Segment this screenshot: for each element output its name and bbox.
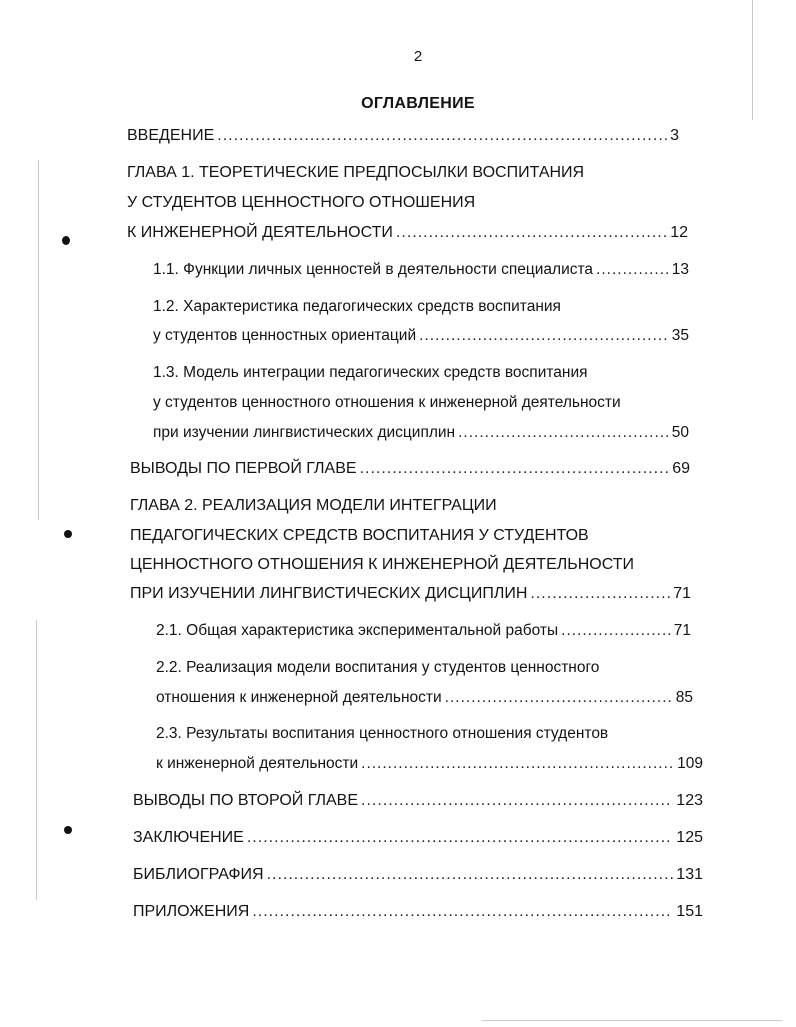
dot-leader xyxy=(360,459,670,479)
toc-entry-chapter2-conclusions[interactable] xyxy=(133,791,703,811)
chapter2-title-line1[interactable]: ГЛАВА 2. РЕАЛИЗАЦИЯ МОДЕЛИ ИНТЕГРАЦИИ xyxy=(130,497,497,514)
chapter2-title-line2[interactable]: ПЕДАГОГИЧЕСКИХ СРЕДСТВ ВОСПИТАНИЯ У СТУДЕНТОВ xyxy=(130,527,589,544)
entry-label: 2.1. Общая характеристика экспериментальной работы xyxy=(156,622,559,639)
section-2-3-line1[interactable]: 2.3. Результаты воспитания ценностного отношения студентов xyxy=(156,725,609,742)
entry-page: 69 xyxy=(672,460,690,477)
scan-edge-line xyxy=(482,1020,782,1021)
entry-label: ВВЕДЕНИЕ xyxy=(127,127,215,144)
scan-edge-line xyxy=(752,0,753,120)
entry-page: 3 xyxy=(670,127,679,144)
dot-leader xyxy=(419,326,669,346)
toc-entry-chapter2[interactable] xyxy=(130,584,691,604)
entry-page: 125 xyxy=(676,829,703,846)
dot-leader xyxy=(267,865,674,885)
dot-leader xyxy=(247,828,673,848)
dot-leader xyxy=(361,754,674,774)
entry-label: отношения к инженерной деятельности xyxy=(156,689,442,706)
page-number: 2 xyxy=(413,48,423,65)
entry-label: ЗАКЛЮЧЕНИЕ xyxy=(133,829,244,846)
entry-page: 131 xyxy=(676,866,703,883)
entry-label: к инженерной деятельности xyxy=(156,755,359,772)
toc-entry-section-1-1[interactable] xyxy=(153,260,689,280)
dot-leader xyxy=(458,423,669,443)
entry-page: 85 xyxy=(675,689,693,706)
entry-page: 71 xyxy=(673,622,691,639)
scan-edge-line xyxy=(38,160,39,520)
entry-label: К ИНЖЕНЕРНОЙ ДЕЯТЕЛЬНОСТИ xyxy=(127,224,393,241)
toc-entry-bibliography[interactable] xyxy=(133,865,703,885)
entry-page: 71 xyxy=(673,585,691,602)
dot-leader xyxy=(596,260,669,280)
entry-page: 109 xyxy=(677,755,703,772)
binding-hole-mark xyxy=(64,530,72,538)
entry-label: ПРИЛОЖЕНИЯ xyxy=(133,903,250,920)
dot-leader xyxy=(530,584,670,604)
section-1-2-line1[interactable]: 1.2. Характеристика педагогических средств воспитания xyxy=(153,298,561,315)
dot-leader xyxy=(561,621,671,641)
entry-label: ПРИ ИЗУЧЕНИИ ЛИНГВИСТИЧЕСКИХ ДИСЦИПЛИН xyxy=(130,585,528,602)
toc-entry-section-2-1[interactable] xyxy=(156,621,691,641)
toc-entry-appendices[interactable] xyxy=(133,902,703,922)
entry-page: 50 xyxy=(671,424,689,441)
entry-label: ВЫВОДЫ ПО ПЕРВОЙ ГЛАВЕ xyxy=(130,460,357,477)
entry-label: ВЫВОДЫ ПО ВТОРОЙ ГЛАВЕ xyxy=(133,792,358,809)
dot-leader xyxy=(361,791,673,811)
scan-edge-line xyxy=(36,620,37,900)
toc-entry-section-1-2[interactable] xyxy=(153,326,689,346)
entry-label: при изучении лингвистических дисциплин xyxy=(153,424,456,441)
section-1-3-line2[interactable]: у студентов ценностного отношения к инженерной деятельности xyxy=(153,394,621,411)
entry-label: 1.1. Функции личных ценностей в деятельности специалиста xyxy=(153,261,594,278)
toc-entry-conclusion[interactable] xyxy=(133,828,703,848)
entry-page: 35 xyxy=(671,327,689,344)
section-2-2-line1[interactable]: 2.2. Реализация модели воспитания у студентов ценностного xyxy=(156,659,600,676)
chapter1-title-line1[interactable]: ГЛАВА 1. ТЕОРЕТИЧЕСКИЕ ПРЕДПОСЫЛКИ ВОСПИТАНИЯ xyxy=(127,164,585,181)
binding-hole-mark xyxy=(62,236,70,245)
toc-entry-introduction[interactable] xyxy=(127,126,679,146)
section-1-3-line1[interactable]: 1.3. Модель интеграции педагогических средств воспитания xyxy=(153,364,588,381)
dot-leader xyxy=(445,688,673,708)
toc-entry-section-2-2[interactable] xyxy=(156,688,693,708)
toc-title: ОГЛАВЛЕНИЕ xyxy=(361,95,475,112)
entry-label: у студентов ценностных ориентаций xyxy=(153,327,417,344)
dot-leader xyxy=(217,126,667,146)
toc-entry-section-1-3[interactable] xyxy=(153,423,689,443)
entry-page: 151 xyxy=(676,903,703,920)
chapter1-title-line2[interactable]: У СТУДЕНТОВ ЦЕННОСТНОГО ОТНОШЕНИЯ xyxy=(127,194,476,211)
toc-entry-section-2-3[interactable] xyxy=(156,754,703,774)
entry-page: 13 xyxy=(671,261,689,278)
chapter2-title-line3[interactable]: ЦЕННОСТНОГО ОТНОШЕНИЯ К ИНЖЕНЕРНОЙ ДЕЯТЕЛЬНОСТИ xyxy=(130,556,635,573)
toc-entry-chapter1[interactable] xyxy=(127,223,688,243)
entry-page: 12 xyxy=(670,224,688,241)
dot-leader xyxy=(252,902,673,922)
toc-entry-chapter1-conclusions[interactable] xyxy=(130,459,690,479)
binding-hole-mark xyxy=(64,826,72,834)
dot-leader xyxy=(396,223,667,243)
entry-label: БИБЛИОГРАФИЯ xyxy=(133,866,264,883)
entry-page: 123 xyxy=(676,792,703,809)
